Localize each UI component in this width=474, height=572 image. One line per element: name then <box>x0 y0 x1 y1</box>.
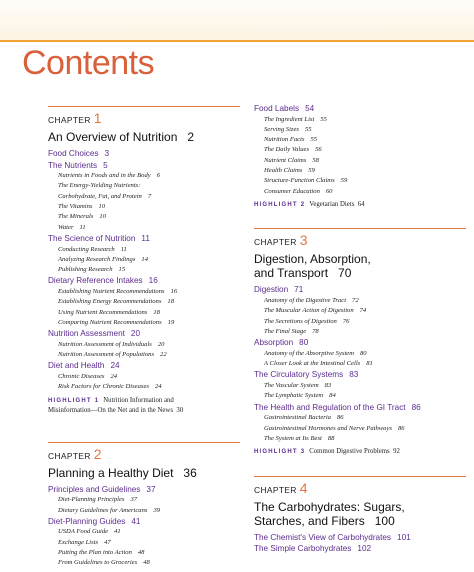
subentry-page: 84 <box>329 392 336 400</box>
toc-section[interactable] <box>48 516 240 528</box>
subentry-page: 72 <box>352 297 359 305</box>
toc-subentry[interactable] <box>48 527 240 537</box>
chapter-number: 2 <box>93 445 102 462</box>
toc-subentry[interactable] <box>48 340 240 350</box>
subentry-page: 80 <box>359 349 367 357</box>
subentry-title: Health Claims <box>264 167 303 175</box>
toc-subentry[interactable] <box>48 202 240 212</box>
subentry-page: 24 <box>154 383 162 391</box>
section-page: 41 <box>131 516 141 526</box>
subentry-page: 10 <box>98 203 106 211</box>
chapter-number: 3 <box>299 232 308 249</box>
subentry-page: 47 <box>104 538 111 546</box>
subentry-title: Gastrointestinal Bacteria <box>264 414 331 422</box>
subentry-page: 6 <box>156 172 160 180</box>
subentry-page: 59 <box>340 177 348 185</box>
toc-subentry[interactable] <box>48 255 240 265</box>
subentry-title: Establishing Energy Recommendations <box>58 298 162 306</box>
page-title: Contents <box>22 44 155 82</box>
subentry-title: The Lymphatic System <box>264 392 324 400</box>
toc-subentry[interactable] <box>254 327 466 337</box>
chapter-number: 4 <box>299 479 308 496</box>
section-page: 101 <box>397 532 411 542</box>
subentry-page: 15 <box>118 266 126 274</box>
toc-subentry[interactable] <box>254 306 466 316</box>
chapter-title[interactable]: Digestion, Absorption, and Transport 70 <box>254 252 371 281</box>
toc-subentry[interactable] <box>48 192 240 202</box>
subentry-title: Using Nutrient Recommendations <box>58 308 148 316</box>
subentry-title: Nutrients in Foods and in the Body <box>58 172 151 180</box>
subentry-page: 16 <box>170 288 178 296</box>
toc-subentry[interactable] <box>254 135 466 145</box>
section-page: 5 <box>103 160 108 170</box>
subentry-page: 11 <box>120 245 127 253</box>
subentry-page: 18 <box>167 298 175 306</box>
subentry-title: The Energy-Yielding Nutrients: <box>58 182 141 190</box>
section-food-labels[interactable]: Food Labels 54 <box>254 104 315 113</box>
toc-left-column <box>48 106 240 569</box>
toc-subentry[interactable] <box>254 413 466 423</box>
subentry-page: 48 <box>143 559 150 567</box>
subentry-title: Nutrition Assessment of Individuals <box>58 340 152 348</box>
toc-section[interactable] <box>254 337 466 349</box>
subentry-title: The Vitamins <box>58 203 93 211</box>
subentry-title: Nutrition Facts <box>264 136 305 144</box>
chapter-3 <box>254 228 466 457</box>
subentry-title: Structure-Function Claims <box>264 177 335 185</box>
toc-section[interactable] <box>48 233 240 245</box>
subentry-title: Water <box>58 223 74 231</box>
subentry-title: Anatomy of the Digestive Tract <box>264 297 347 305</box>
subentry-title: Nutrient Claims <box>264 156 307 164</box>
section-page: 37 <box>146 484 156 494</box>
chapter-number: 1 <box>93 110 102 126</box>
subentry-page: 88 <box>327 434 335 442</box>
section-title: Diet-Planning Guides <box>48 516 126 526</box>
toc-subentry[interactable] <box>254 391 466 401</box>
chapter-sections <box>254 284 466 444</box>
highlight-label: HIGHLIGHT 2 <box>254 201 306 208</box>
subentry-title: The Final Stage <box>264 327 307 335</box>
subentry-title: Exchange Lists <box>58 538 99 546</box>
subentry-title: Publishing Research <box>58 266 113 274</box>
section-page: 102 <box>357 544 372 554</box>
subentry-page: 18 <box>153 308 160 316</box>
subentry-page: 59 <box>308 167 315 175</box>
chapter-sections <box>48 484 240 569</box>
subentry-title: USDA Food Guide <box>58 528 109 536</box>
toc-subentry[interactable] <box>48 538 240 548</box>
subentry-title: The Secretions of Digestion <box>264 317 337 325</box>
section-page: 83 <box>349 370 359 380</box>
toc-subentry[interactable] <box>48 350 240 360</box>
section-title: Diet and Health <box>48 361 105 371</box>
section-page: 3 <box>104 149 110 158</box>
toc-subentry[interactable] <box>48 223 240 233</box>
subentry-title: Chronic Diseases <box>58 373 105 381</box>
section-title: Digestion <box>254 285 289 295</box>
section-title: The Circulatory Systems <box>254 370 344 380</box>
subentry-page: 22 <box>160 351 167 359</box>
toc-section[interactable] <box>48 148 240 160</box>
toc-subentry[interactable] <box>48 181 240 191</box>
toc-subentry[interactable] <box>254 424 466 434</box>
toc-section[interactable] <box>48 275 240 287</box>
subentry-page: 56 <box>315 146 322 154</box>
section-title: Absorption <box>254 338 294 348</box>
subentry-title: The Daily Values <box>264 146 310 154</box>
subentry-page: 10 <box>99 213 106 221</box>
subentry-page: 58 <box>312 156 319 164</box>
toc-subentry[interactable] <box>254 176 466 186</box>
toc-subentry[interactable] <box>48 318 240 328</box>
toc-subentry[interactable] <box>254 317 466 327</box>
toc-section[interactable] <box>48 160 240 172</box>
highlight-entry[interactable]: HIGHLIGHT 3 Common Digestive Problems 92 <box>254 448 400 456</box>
section-page: 20 <box>130 329 141 339</box>
toc-section[interactable] <box>48 360 240 372</box>
section-title: Principles and Guidelines <box>48 484 141 494</box>
section-page: 86 <box>411 402 421 412</box>
section-page: 80 <box>299 338 309 348</box>
subentry-title: The Vascular System <box>264 382 319 390</box>
header-band <box>0 0 474 42</box>
section-page: 16 <box>148 276 158 286</box>
header-rule <box>0 40 474 42</box>
toc-subentry[interactable] <box>254 145 466 155</box>
chapter-label: CHAPTER 4 <box>254 476 466 497</box>
subentry-page: 41 <box>114 528 121 536</box>
subentry-title: The Minerals <box>58 213 94 221</box>
toc-subentry[interactable] <box>254 434 466 444</box>
toc-section[interactable] <box>48 484 240 496</box>
highlight-entry[interactable]: HIGHLIGHT 2 Vegetarian Diets 64 <box>254 200 365 208</box>
section-title: The Chemist's View of Carbohydrates <box>254 532 392 542</box>
toc-subentry[interactable] <box>254 166 466 176</box>
section-page: 71 <box>294 285 304 295</box>
section-title: Food Choices <box>48 149 99 158</box>
subentry-title: Conducting Research <box>58 245 115 253</box>
chapter-title[interactable]: An Overview of Nutrition 2 <box>48 130 195 144</box>
subentry-title: Gastrointestinal Hormones and Nerve Pathways <box>264 424 392 432</box>
subentry-title: Dietary Guidelines for Americans <box>58 506 148 514</box>
toc-section[interactable] <box>254 284 466 296</box>
subentry-page: 81 <box>366 360 373 368</box>
highlight-label: HIGHLIGHT 3 <box>254 449 306 456</box>
section-title: Nutrition Assessment <box>48 329 125 339</box>
chapter-label: CHAPTER 2 <box>48 442 240 463</box>
section-title: The Health and Regulation of the GI Tract <box>254 402 406 412</box>
subentry-page: 37 <box>130 496 138 504</box>
subentry-title: Consumer Education <box>264 187 320 195</box>
toc-section[interactable] <box>254 543 466 555</box>
chapter-title[interactable]: The Carbohydrates: Sugars, Starches, and Fibers 100 <box>254 499 405 528</box>
subentry-page: 76 <box>342 317 350 325</box>
toc-subentry[interactable] <box>254 349 466 359</box>
section-page: 24 <box>110 361 120 371</box>
toc-subentry[interactable] <box>254 381 466 391</box>
toc-subentry[interactable] <box>254 187 466 197</box>
subentry-page: 48 <box>137 548 145 556</box>
subentry-title: Diet-Planning Principles <box>58 496 125 504</box>
chapter-1 <box>48 106 240 416</box>
toc-subentry[interactable] <box>48 265 240 275</box>
toc-subentry[interactable] <box>254 359 466 369</box>
toc-subentry[interactable] <box>48 372 240 382</box>
toc-section[interactable] <box>48 328 240 340</box>
subentry-page: 39 <box>153 506 161 514</box>
subentry-title: The System at Its Best <box>264 434 322 442</box>
section-title: The Science of Nutrition <box>48 233 136 243</box>
subentry-page: 19 <box>167 318 175 326</box>
subentry-page: 11 <box>79 223 86 231</box>
toc-subentry[interactable] <box>48 382 240 392</box>
toc-subentry[interactable] <box>48 558 240 568</box>
chapter-label: CHAPTER 3 <box>254 228 466 249</box>
chapter-4 <box>254 476 466 555</box>
subentry-page: 24 <box>110 373 118 381</box>
highlight-label: HIGHLIGHT 1 <box>48 397 100 404</box>
subentry-title: Analyzing Research Findings <box>58 255 136 263</box>
toc-subentry[interactable] <box>48 171 240 181</box>
chapter-label: CHAPTER 1 <box>48 106 240 127</box>
subentry-page: 55 <box>310 136 318 144</box>
toc-subentry[interactable] <box>48 495 240 505</box>
toc-subentry[interactable] <box>48 308 240 318</box>
subentry-page: 20 <box>157 340 165 348</box>
subentry-page: 74 <box>359 307 367 315</box>
toc-subentry[interactable] <box>48 212 240 222</box>
subentry-title: Putting the Plan into Action <box>58 548 132 556</box>
subentry-title: Nutrition Assessment of Populations <box>58 351 155 359</box>
subentry-page: 83 <box>324 382 332 390</box>
highlight-entry[interactable]: HIGHLIGHT 1 Nutrition Information and Misinformation—On the Net and in the News 30 <box>48 396 184 415</box>
subentry-page: 78 <box>312 327 319 335</box>
toc-subentry[interactable] <box>48 245 240 255</box>
subentry-title: Anatomy of the Absorptive System <box>264 349 354 357</box>
subentry-page: 7 <box>147 192 152 200</box>
toc-subentry[interactable] <box>48 506 240 516</box>
toc-section[interactable] <box>254 369 466 381</box>
toc-right-column <box>254 103 466 555</box>
toc-subentry[interactable] <box>254 156 466 166</box>
section-title: The Simple Carbohydrates <box>254 544 352 554</box>
subentry-title: Carbohydrate, Fat, and Protein <box>58 192 142 200</box>
section-page: 11 <box>141 233 150 243</box>
subentry-title: A Closer Look at the Intestinal Cells <box>264 360 361 368</box>
toc-section[interactable] <box>254 402 466 414</box>
toc-subentry[interactable] <box>254 296 466 306</box>
toc-subentry[interactable] <box>48 548 240 558</box>
subentry-page: 86 <box>397 424 405 432</box>
subentry-title: From Guidelines to Groceries <box>58 559 138 567</box>
chapter-title[interactable]: Planning a Healthy Diet 36 <box>48 465 197 480</box>
subentry-title: The Ingredient List <box>264 115 315 123</box>
chapter-sections <box>254 532 466 555</box>
section-title: Dietary Reference Intakes <box>48 276 143 286</box>
subentry-page: 55 <box>320 115 327 123</box>
subentry-title: The Muscular Action of Digestion <box>264 307 354 315</box>
chapter-2 <box>48 442 240 569</box>
subentry-title: Establishing Nutrient Recommendations <box>58 288 165 296</box>
subentry-page: 14 <box>141 255 148 263</box>
toc-subentry[interactable] <box>254 115 466 125</box>
subentry-page: 86 <box>336 414 344 422</box>
toc-section[interactable] <box>254 532 466 544</box>
chapter-sections <box>48 148 240 393</box>
section-title: The Nutrients <box>48 160 98 170</box>
subentry-title: Comparing Nutrient Recommendations <box>58 318 162 326</box>
section-subentries <box>254 115 466 197</box>
subentry-page: 55 <box>304 125 312 133</box>
toc-subentry[interactable] <box>48 297 240 307</box>
toc-subentry[interactable] <box>254 125 466 135</box>
subentry-page: 60 <box>325 187 333 195</box>
subentry-title: Risk Factors for Chronic Diseases <box>58 383 149 391</box>
toc-subentry[interactable] <box>48 287 240 297</box>
subentry-title: Serving Sizes <box>264 125 299 133</box>
